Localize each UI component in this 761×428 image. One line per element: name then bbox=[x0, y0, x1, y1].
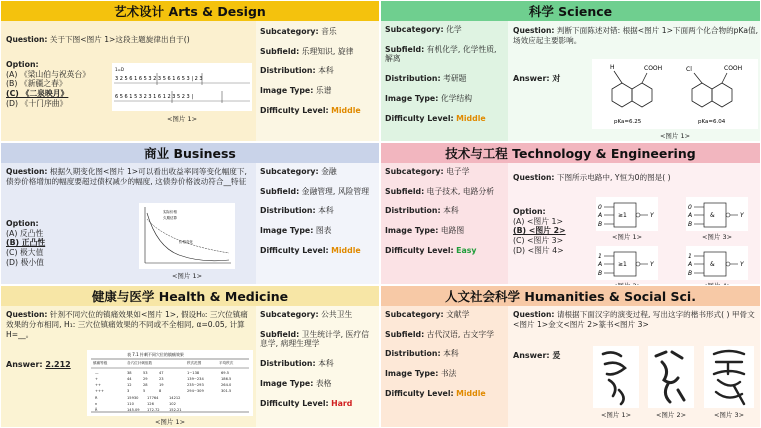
arts-image-type: 乐谱 bbox=[315, 86, 332, 96]
science-answer-label: Answer: bbox=[513, 74, 550, 83]
svg-text:186.5: 186.5 bbox=[221, 377, 232, 381]
humanities-content bbox=[508, 306, 760, 427]
svg-text:Y: Y bbox=[740, 261, 744, 268]
tech-option-a: (A) <图片 1> bbox=[513, 216, 563, 226]
svg-text:≥1: ≥1 bbox=[618, 212, 627, 219]
svg-text:久期估算: 久期估算 bbox=[163, 216, 177, 220]
svg-text:3 2 5 6 1 6 5 3 2 3 5 6 1 6 5: 3 2 5 6 1 6 5 3 2 3 5 6 1 6 5 3 | 2 3 bbox=[115, 76, 203, 82]
tech-difficulty-label: Difficulty Level: bbox=[385, 245, 454, 255]
arts-subfield: 乐理知识, 旋律 bbox=[301, 46, 354, 56]
svg-text:&: & bbox=[710, 261, 715, 268]
science-image-type-label: Image Type: bbox=[385, 93, 439, 103]
svg-text:28: 28 bbox=[143, 383, 148, 387]
health-question: 针剂不同穴位的镇痛效果如<图片 1>, 假设H₀: 三穴位镇痛效果的分布相同, H₁: 三穴位镇痛效果的不同或不全相同, α=0.05, 计算H=__。 bbox=[6, 310, 248, 339]
svg-text:3: 3 bbox=[127, 389, 130, 393]
health-image-type-label: Image Type: bbox=[260, 378, 314, 388]
tech-caption-3: <图片 3> bbox=[701, 233, 733, 241]
business-meta bbox=[256, 163, 379, 284]
circuit-image-3 bbox=[686, 197, 748, 231]
svg-text:n: n bbox=[95, 402, 98, 406]
svg-text:44: 44 bbox=[127, 377, 132, 381]
svg-text:1: 1 bbox=[688, 253, 692, 260]
svg-text:12: 12 bbox=[127, 383, 132, 387]
health-subcategory: 公共卫生 bbox=[321, 310, 353, 319]
tech-subcategory: 电子学 bbox=[446, 167, 470, 176]
chemical-structure-image bbox=[592, 59, 758, 129]
business-subfield-label: Subfield: bbox=[260, 186, 300, 196]
tech-subcategory-label: Subcategory: bbox=[385, 167, 444, 176]
science-panel bbox=[380, 0, 761, 142]
svg-text:264.0: 264.0 bbox=[221, 383, 232, 387]
health-header: 健康与医学 Health & Medicine bbox=[1, 286, 379, 306]
arts-distribution: 本科 bbox=[318, 66, 334, 76]
duration-chart-image bbox=[139, 203, 235, 269]
science-subcategory-label: Subcategory: bbox=[385, 25, 444, 34]
tech-difficulty: Easy bbox=[456, 245, 477, 255]
svg-text:B: B bbox=[598, 270, 603, 277]
business-subcategory-label: Subcategory: bbox=[260, 167, 319, 176]
svg-text:&: & bbox=[710, 212, 715, 219]
health-content bbox=[1, 306, 256, 427]
humanities-subcategory-label: Subcategory: bbox=[385, 310, 444, 319]
health-distribution-label: Distribution: bbox=[260, 359, 316, 369]
pka-left-label: pKa=6.25 bbox=[614, 119, 642, 125]
business-option-a: (A) 反凸性 bbox=[6, 228, 44, 238]
arts-header: 艺术设计 Arts & Design bbox=[1, 1, 379, 21]
arts-subfield-label: Subfield: bbox=[260, 46, 300, 56]
business-subcategory: 金融 bbox=[321, 167, 337, 176]
svg-text:价格变化: 价格变化 bbox=[179, 240, 193, 244]
svg-text:23: 23 bbox=[159, 377, 164, 381]
humanities-header: 人文社会科学 Humanities & Social Sci. bbox=[381, 286, 760, 306]
tech-header: 技术与工程 Technology & Engineering bbox=[381, 143, 760, 163]
humanities-answer: 爰 bbox=[552, 351, 561, 360]
svg-text:294~309: 294~309 bbox=[187, 389, 204, 393]
svg-text:102: 102 bbox=[169, 402, 176, 406]
pka-right-label: pKa=6.04 bbox=[698, 119, 726, 125]
svg-text:19: 19 bbox=[159, 383, 164, 387]
arts-subcategory: 音乐 bbox=[321, 27, 337, 36]
business-image-type-label: Image Type: bbox=[260, 226, 314, 236]
svg-text:38: 38 bbox=[127, 371, 132, 375]
svg-text:A: A bbox=[598, 261, 603, 268]
svg-text:镇痛等级: 镇痛等级 bbox=[93, 361, 108, 365]
svg-text:COOH: COOH bbox=[724, 65, 743, 72]
arts-option-label: Option: bbox=[6, 60, 39, 69]
science-answer: 对 bbox=[552, 74, 561, 83]
svg-text:1~138: 1~138 bbox=[187, 371, 200, 375]
svg-text:≥1: ≥1 bbox=[618, 261, 627, 268]
tech-distribution-label: Distribution: bbox=[385, 206, 441, 216]
arts-distribution-label: Distribution: bbox=[260, 66, 316, 76]
arts-difficulty: Middle bbox=[331, 105, 361, 115]
svg-text:B: B bbox=[688, 221, 693, 228]
humanities-meta bbox=[381, 306, 508, 427]
humanities-image-type: 书法 bbox=[440, 369, 457, 379]
humanities-difficulty-label: Difficulty Level: bbox=[385, 388, 454, 398]
arts-caption: <图片 1> bbox=[166, 115, 198, 123]
business-option-d: (D) 极小值 bbox=[6, 257, 44, 267]
svg-text:秩次范围: 秩次范围 bbox=[187, 361, 202, 365]
svg-text:69.5: 69.5 bbox=[221, 371, 230, 375]
business-question-label: Question: bbox=[6, 167, 48, 176]
tech-subfield: 电子技术, 电路分析 bbox=[426, 186, 495, 196]
health-distribution: 本科 bbox=[318, 359, 334, 369]
humanities-distribution: 本科 bbox=[443, 349, 459, 359]
health-image-type: 表格 bbox=[315, 378, 332, 388]
humanities-caption-3: <图片 3> bbox=[713, 411, 745, 419]
business-caption: <图片 1> bbox=[171, 272, 203, 280]
circuit-image-1 bbox=[596, 197, 658, 231]
business-header: 商业 Business bbox=[1, 143, 379, 163]
svg-text:1: 1 bbox=[598, 253, 602, 260]
svg-text:6 5 6 1 5 3 2 3 1 6 1 2 3 5 2: 6 5 6 1 5 3 2 3 1 6 1 2 3 5 2 3 | bbox=[115, 94, 194, 100]
health-subcategory-label: Subcategory: bbox=[260, 310, 319, 319]
svg-text:B: B bbox=[688, 270, 693, 277]
svg-text:H: H bbox=[610, 64, 615, 71]
humanities-subfield-label: Subfield: bbox=[385, 329, 425, 339]
science-distribution: 考研题 bbox=[443, 74, 467, 84]
health-difficulty-label: Difficulty Level: bbox=[260, 398, 329, 408]
tech-panel bbox=[380, 142, 761, 285]
svg-text:139~234: 139~234 bbox=[187, 377, 204, 381]
svg-text:A: A bbox=[688, 261, 693, 268]
svg-text:301.5: 301.5 bbox=[221, 389, 232, 393]
music-score-image bbox=[112, 63, 252, 111]
arts-option-a: (A) 《梁山伯与祝英台》 bbox=[6, 69, 91, 79]
svg-text:Y: Y bbox=[740, 212, 744, 219]
tech-option-label: Option: bbox=[513, 207, 546, 216]
tech-option-d: (D) <图片 4> bbox=[513, 245, 564, 255]
science-difficulty-label: Difficulty Level: bbox=[385, 113, 454, 123]
svg-text:+: + bbox=[95, 377, 99, 381]
tech-option-c: (C) <图片 3> bbox=[513, 236, 564, 246]
business-distribution-label: Distribution: bbox=[260, 206, 316, 216]
tech-meta bbox=[381, 163, 508, 284]
health-difficulty: Hard bbox=[331, 398, 353, 408]
svg-text:COOH: COOH bbox=[644, 65, 663, 72]
humanities-subcategory: 文献学 bbox=[446, 310, 470, 319]
svg-text:17764: 17764 bbox=[147, 396, 159, 400]
science-meta bbox=[381, 21, 508, 141]
svg-text:平均秩次: 平均秩次 bbox=[219, 361, 234, 365]
svg-text:Cl: Cl bbox=[686, 66, 692, 73]
science-question-label: Question: bbox=[513, 26, 555, 35]
svg-text:126: 126 bbox=[147, 402, 154, 406]
tech-subfield-label: Subfield: bbox=[385, 186, 425, 196]
health-panel bbox=[0, 285, 380, 428]
arts-subcategory-label: Subcategory: bbox=[260, 27, 319, 36]
health-question-label: Question: bbox=[6, 310, 48, 319]
science-content bbox=[508, 21, 760, 141]
humanities-answer-label: Answer: bbox=[513, 351, 550, 360]
science-header: 科学 Science bbox=[381, 1, 760, 21]
business-option-b: (B) 正凸性 bbox=[6, 238, 46, 248]
svg-text:++: ++ bbox=[95, 383, 102, 387]
business-content bbox=[1, 163, 256, 284]
svg-text:47: 47 bbox=[159, 371, 164, 375]
circuit-image-2 bbox=[596, 246, 658, 280]
tech-image-type-label: Image Type: bbox=[385, 226, 439, 236]
health-meta bbox=[256, 306, 379, 427]
svg-text:14212: 14212 bbox=[169, 396, 181, 400]
oracle-bone-glyph-image bbox=[593, 346, 639, 408]
science-image-type: 化学结构 bbox=[440, 93, 473, 103]
science-subfield: 有机化学, 化学性质, 解离 bbox=[385, 44, 497, 64]
humanities-question: 请根据下面汉字的演变过程, 写出这字的楷书形式( ) 甲骨文<图片 1>金文<图片 2>篆书<图片 3> bbox=[513, 310, 755, 329]
health-subfield-label: Subfield: bbox=[260, 329, 300, 339]
svg-text:145.09: 145.09 bbox=[127, 408, 140, 412]
seal-script-glyph-image bbox=[704, 346, 754, 408]
svg-text:R: R bbox=[95, 396, 98, 400]
tech-question: 下图所示电路中, Y恒为0的图是( ) bbox=[556, 173, 671, 182]
arts-question: 关于下图<图片 1>这段主题旋律出自于() bbox=[49, 35, 190, 44]
svg-text:—: — bbox=[95, 371, 99, 375]
humanities-distribution-label: Distribution: bbox=[385, 349, 441, 359]
svg-text:5: 5 bbox=[143, 389, 146, 393]
svg-text:0: 0 bbox=[688, 204, 692, 211]
tech-image-type: 电路图 bbox=[440, 226, 465, 236]
science-distribution-label: Distribution: bbox=[385, 74, 441, 84]
svg-text:172.72: 172.72 bbox=[147, 408, 160, 412]
health-answer-label: Answer: bbox=[6, 360, 43, 369]
svg-text:235~293: 235~293 bbox=[187, 383, 204, 387]
arts-meta bbox=[256, 21, 379, 141]
business-image-type: 图表 bbox=[315, 226, 332, 236]
health-subfield: 卫生统计学, 医疗信息学, 病理生理学 bbox=[260, 329, 370, 349]
health-caption: <图片 1> bbox=[154, 418, 186, 426]
svg-text:53: 53 bbox=[143, 371, 148, 375]
arts-difficulty-label: Difficulty Level: bbox=[260, 105, 329, 115]
humanities-difficulty: Middle bbox=[456, 388, 486, 398]
svg-text:1=D: 1=D bbox=[115, 67, 124, 72]
tech-content bbox=[508, 163, 760, 284]
tech-option-b: (B) <图片 2> bbox=[513, 226, 566, 236]
arts-panel bbox=[0, 0, 380, 142]
humanities-question-label: Question: bbox=[513, 310, 555, 319]
business-panel bbox=[0, 142, 380, 285]
svg-text:0: 0 bbox=[598, 204, 602, 211]
tech-caption-1: <图片 1> bbox=[611, 233, 643, 241]
svg-text:152.21: 152.21 bbox=[169, 408, 182, 412]
svg-text:Y: Y bbox=[650, 212, 654, 219]
svg-text:8: 8 bbox=[159, 389, 162, 393]
arts-option-c: (C) 《二泉映月》 bbox=[6, 89, 69, 99]
tech-distribution: 本科 bbox=[443, 206, 459, 216]
business-option-label: Option: bbox=[6, 219, 39, 228]
svg-text:A: A bbox=[598, 212, 603, 219]
business-distribution: 本科 bbox=[318, 206, 334, 216]
humanities-caption-1: <图片 1> bbox=[600, 411, 632, 419]
humanities-subfield: 古代汉语, 古文字学 bbox=[426, 329, 495, 339]
humanities-caption-2: <图片 2> bbox=[655, 411, 687, 419]
science-subcategory: 化学 bbox=[446, 25, 462, 34]
business-question: 根据久期变化图<图片 1>可以看出收益率同等变化幅度下, 债券价格增加的幅度要超过债权减少的幅度, 这债券价格波动符合__特征 bbox=[6, 167, 247, 186]
svg-text:15930: 15930 bbox=[127, 396, 139, 400]
circuit-image-4 bbox=[686, 246, 748, 280]
arts-question-label: Question: bbox=[6, 35, 48, 44]
arts-image-type-label: Image Type: bbox=[260, 86, 314, 96]
health-answer: 2.212 bbox=[45, 360, 71, 369]
science-caption: <图片 1> bbox=[659, 132, 691, 140]
science-subfield-label: Subfield: bbox=[385, 44, 425, 54]
svg-text:R̄: R̄ bbox=[95, 408, 98, 412]
science-question: 判断下面陈述对错: 根据<图片 1>下面两个化合物的pKa值, 场效应起主要影响。 bbox=[513, 26, 759, 45]
svg-text:A: A bbox=[688, 212, 693, 219]
svg-text:+++: +++ bbox=[95, 389, 105, 393]
arts-content bbox=[1, 21, 256, 141]
table-title: 表 7.1 针刺不同穴位的镇痛效果 bbox=[127, 352, 184, 357]
humanities-image-type-label: Image Type: bbox=[385, 369, 439, 379]
business-subfield: 金融管理, 风险管理 bbox=[301, 186, 370, 196]
arts-option-b: (B) 《新疆之春》 bbox=[6, 79, 67, 89]
business-difficulty: Middle bbox=[331, 245, 361, 255]
svg-text:110: 110 bbox=[127, 402, 134, 406]
svg-text:各穴位针刺组数: 各穴位针刺组数 bbox=[127, 361, 153, 365]
tech-question-label: Question: bbox=[513, 173, 555, 182]
bronze-script-glyph-image bbox=[648, 346, 694, 408]
science-difficulty: Middle bbox=[456, 113, 486, 123]
svg-text:29: 29 bbox=[143, 377, 148, 381]
rank-table-image bbox=[87, 350, 253, 416]
svg-text:实际价格: 实际价格 bbox=[163, 210, 177, 214]
business-difficulty-label: Difficulty Level: bbox=[260, 245, 329, 255]
svg-text:Y: Y bbox=[650, 261, 654, 268]
svg-text:B: B bbox=[598, 221, 603, 228]
arts-option-d: (D) 《十门序曲》 bbox=[6, 98, 68, 108]
business-option-c: (C) 极大值 bbox=[6, 248, 44, 258]
humanities-panel bbox=[380, 285, 761, 428]
